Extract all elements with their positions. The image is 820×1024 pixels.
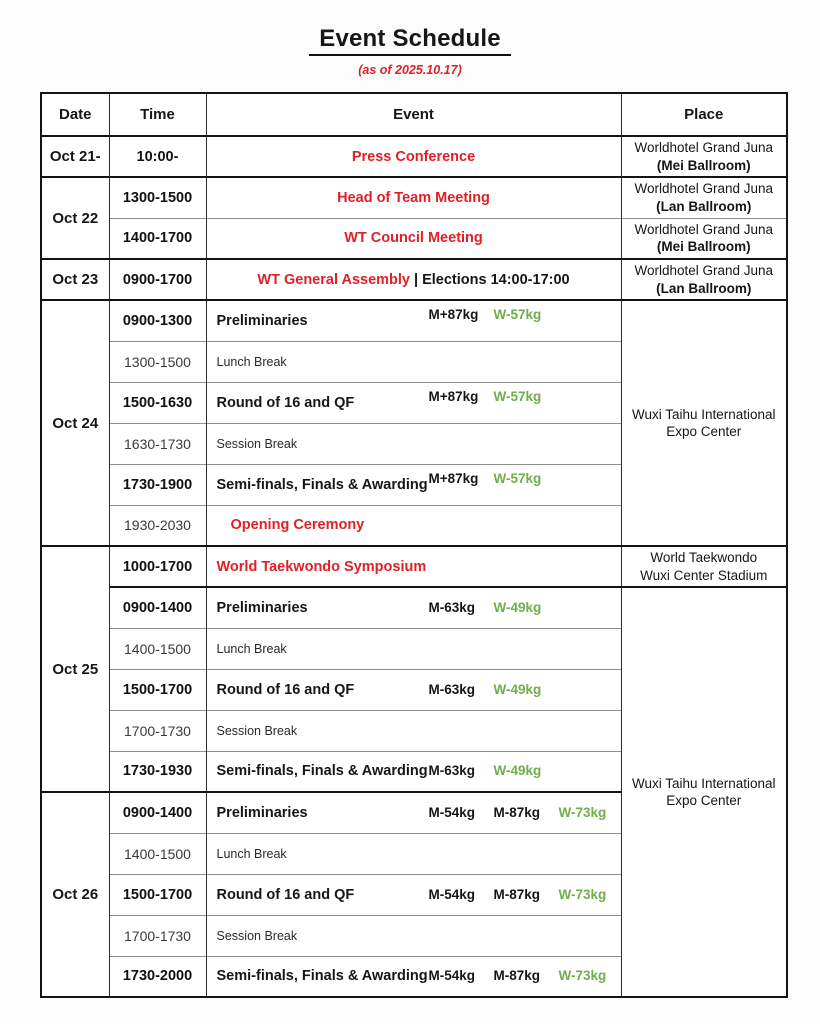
event-label-part: Session Break	[216, 436, 298, 451]
event-label	[337, 190, 490, 206]
weight-class-tag: M-54kg	[428, 886, 476, 902]
time-cell: 1630-1730	[109, 423, 206, 464]
time-cell: 1300-1500	[109, 177, 206, 218]
event-label	[217, 559, 427, 575]
place-cell	[621, 177, 787, 218]
event-label	[217, 887, 355, 903]
event-cell	[206, 341, 621, 382]
header-event: Event	[206, 93, 621, 136]
weight-class-tag: W-73kg	[558, 804, 607, 820]
event-label	[217, 642, 287, 656]
schedule-row	[41, 136, 787, 177]
schedule-table	[40, 92, 788, 998]
place-line: (Lan Ballroom)	[656, 280, 752, 296]
event-label	[217, 355, 287, 369]
weight-classes	[429, 389, 559, 405]
event-label	[217, 805, 308, 821]
place-cell	[621, 546, 787, 587]
weight-class-tag: W-57kg	[493, 388, 542, 404]
event-label-part: Session Break	[216, 723, 298, 738]
event-label-part: | Elections 14:00-17:00	[414, 271, 570, 288]
schedule-row	[41, 218, 787, 259]
event-label-part: Head of Team Meeting	[337, 189, 490, 206]
event-label	[217, 682, 355, 698]
event-label	[217, 763, 428, 779]
weight-class-tag: M-63kg	[428, 763, 476, 779]
event-label-part: Lunch Break	[216, 846, 287, 861]
schedule-row	[41, 546, 787, 587]
time-cell: 0900-1300	[109, 300, 206, 341]
place-line: Worldhotel Grand Juna	[634, 221, 774, 237]
schedule-row	[41, 259, 787, 300]
place-line: (Mei Ballroom)	[656, 157, 751, 173]
event-label-part: World Taekwondo Symposium	[216, 558, 427, 575]
event-label-part: WT Council Meeting	[344, 230, 483, 247]
event-label	[352, 149, 475, 165]
place-line: Wuxi Taihu International	[631, 406, 776, 422]
event-label	[217, 968, 428, 984]
time-cell: 1000-1700	[109, 546, 206, 587]
event-cell	[206, 915, 621, 956]
event-label-part: Semi-finals, Finals & Awarding	[216, 968, 428, 985]
weight-class-tag: W-57kg	[493, 470, 542, 486]
schedule-row	[41, 300, 787, 341]
header-row	[41, 93, 787, 136]
event-label-part: Press Conference	[351, 148, 476, 165]
date-cell: Oct 24	[41, 300, 109, 546]
time-cell: 1500-1700	[109, 874, 206, 915]
event-cell	[206, 505, 621, 546]
title-block	[0, 0, 820, 77]
header-place: Place	[621, 93, 787, 136]
time-cell: 1730-1930	[109, 751, 206, 792]
place-cell	[621, 259, 787, 300]
weight-classes	[429, 887, 624, 903]
place-line: Wuxi Center Stadium	[640, 567, 768, 583]
time-cell: 1700-1730	[109, 915, 206, 956]
weight-class-tag: M-87kg	[493, 968, 541, 984]
time-cell: 1300-1500	[109, 341, 206, 382]
event-label-part: Preliminaries	[216, 599, 308, 616]
event-cell	[206, 423, 621, 464]
weight-class-tag: M-87kg	[493, 804, 541, 820]
weight-class-tag: M-54kg	[428, 804, 476, 820]
place-line: Expo Center	[666, 793, 742, 808]
event-cell	[206, 300, 621, 341]
event-label	[217, 437, 298, 451]
weight-classes	[429, 307, 559, 323]
time-cell: 1730-1900	[109, 464, 206, 505]
event-label-part: Round of 16 and QF	[216, 394, 355, 411]
event-label	[217, 724, 298, 738]
weight-class-tag: M-87kg	[493, 886, 541, 902]
event-label	[217, 313, 308, 329]
place-cell	[621, 300, 787, 546]
weight-classes	[429, 600, 559, 616]
event-label-part: Opening Ceremony	[230, 517, 365, 534]
event-cell	[206, 956, 621, 997]
place-line: Wuxi Taihu International	[631, 775, 776, 791]
weight-class-tag: W-57kg	[493, 307, 542, 322]
place-cell	[621, 136, 787, 177]
schedule-row	[41, 587, 787, 628]
time-cell: 0900-1400	[109, 587, 206, 628]
event-label	[344, 230, 483, 246]
header-time: Time	[109, 93, 206, 136]
weight-class-tag: M-54kg	[428, 968, 476, 984]
event-label-part: WT General Assembly	[257, 271, 415, 288]
event-cell	[206, 546, 621, 587]
time-cell: 1730-2000	[109, 956, 206, 997]
event-label	[217, 929, 298, 943]
event-label-part: Semi-finals, Finals & Awarding	[216, 763, 428, 780]
event-label	[217, 395, 355, 411]
time-cell: 1400-1500	[109, 833, 206, 874]
date-cell: Oct 26	[41, 792, 109, 997]
page-title: Event Schedule	[309, 25, 511, 56]
event-label	[231, 517, 365, 533]
event-label	[217, 477, 428, 493]
weight-classes	[429, 471, 559, 487]
event-label-part: Round of 16 and QF	[216, 886, 355, 903]
event-cell	[206, 218, 621, 259]
weight-classes	[429, 682, 559, 698]
event-cell	[206, 792, 621, 833]
place-line: Expo Center	[666, 424, 742, 439]
event-label	[257, 272, 569, 288]
time-cell: 1700-1730	[109, 710, 206, 751]
event-label-part: Session Break	[216, 928, 298, 943]
event-label	[217, 600, 308, 616]
place-line: World Taekwondo	[650, 550, 758, 566]
event-cell	[206, 136, 621, 177]
weight-class-tag: W-49kg	[493, 599, 542, 615]
date-cell: Oct 21-	[41, 136, 109, 177]
place-line: (Mei Ballroom)	[656, 239, 751, 255]
event-label-part: Lunch Break	[216, 354, 287, 369]
place-cell	[621, 218, 787, 259]
date-cell: Oct 22	[41, 177, 109, 259]
weight-class-tag: W-49kg	[493, 681, 542, 697]
event-cell	[206, 177, 621, 218]
date-cell: Oct 23	[41, 259, 109, 300]
weight-classes	[429, 968, 624, 984]
time-cell: 1500-1630	[109, 382, 206, 423]
weight-class-tag: W-73kg	[558, 886, 607, 902]
weight-class-tag: M-63kg	[428, 599, 476, 615]
weight-class-tag: M+87kg	[428, 470, 479, 486]
event-cell	[206, 628, 621, 669]
weight-class-tag: M+87kg	[428, 307, 479, 322]
place-line: (Lan Ballroom)	[656, 198, 752, 214]
weight-class-tag: W-73kg	[558, 968, 607, 984]
event-label-part: Semi-finals, Finals & Awarding	[216, 476, 428, 493]
event-cell	[206, 874, 621, 915]
weight-classes	[429, 763, 559, 779]
event-label-part: Round of 16 and QF	[216, 681, 355, 698]
event-cell	[206, 751, 621, 792]
time-cell: 1400-1700	[109, 218, 206, 259]
time-cell: 1500-1700	[109, 669, 206, 710]
page-subtitle: (as of 2025.10.17)	[358, 63, 462, 77]
weight-class-tag: W-49kg	[493, 763, 542, 779]
event-cell	[206, 710, 621, 751]
event-label	[217, 847, 287, 861]
place-line: Worldhotel Grand Juna	[634, 263, 774, 279]
weight-classes	[429, 805, 624, 821]
time-cell: 1930-2030	[109, 505, 206, 546]
event-label-part: Preliminaries	[216, 804, 308, 821]
event-cell	[206, 833, 621, 874]
event-cell	[206, 669, 621, 710]
event-cell	[206, 464, 621, 505]
place-cell	[621, 587, 787, 997]
weight-class-tag: M+87kg	[428, 388, 479, 404]
time-cell: 10:00-	[109, 136, 206, 177]
schedule-row	[41, 177, 787, 218]
header-date: Date	[41, 93, 109, 136]
event-cell	[206, 382, 621, 423]
place-line: Worldhotel Grand Juna	[634, 181, 774, 197]
event-label-part: Lunch Break	[216, 641, 287, 656]
place-line: Worldhotel Grand Juna	[634, 140, 774, 156]
time-cell: 1400-1500	[109, 628, 206, 669]
event-label-part: Preliminaries	[216, 312, 308, 329]
event-cell	[206, 259, 621, 300]
time-cell: 0900-1700	[109, 259, 206, 300]
weight-class-tag: M-63kg	[428, 681, 476, 697]
time-cell: 0900-1400	[109, 792, 206, 833]
date-cell: Oct 25	[41, 546, 109, 792]
event-cell	[206, 587, 621, 628]
